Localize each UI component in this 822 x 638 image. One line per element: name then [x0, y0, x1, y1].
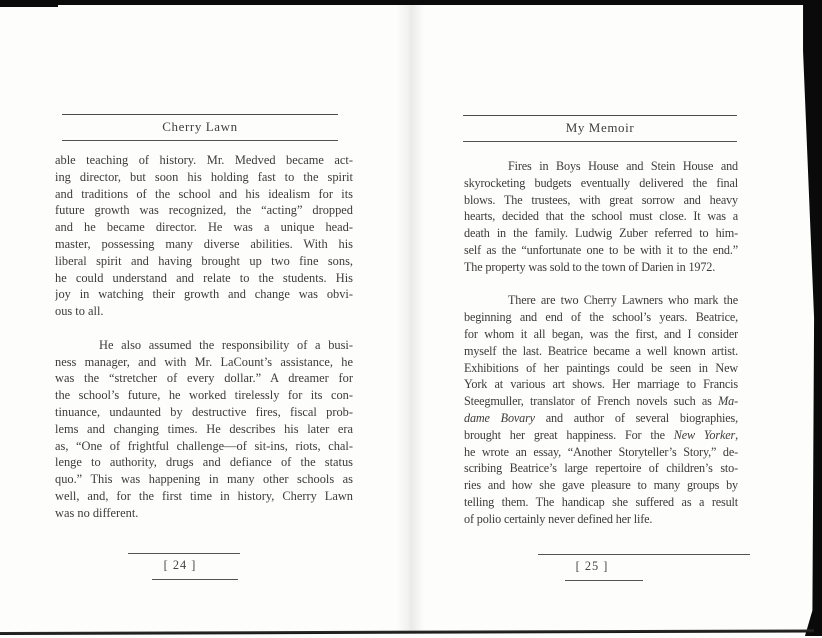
text-line: was no different.	[55, 505, 139, 520]
text-line: ous to all.	[55, 304, 104, 319]
text-line: He also assumed the responsibility of a busi-	[99, 337, 353, 352]
text-line: liberal spirit and having brought up two fine sons,	[55, 253, 353, 268]
text-line: ing director, but soon his holding fast to the spirit	[55, 169, 353, 184]
text-line: and traditions of the school and his idealism for its	[55, 186, 353, 201]
text-line: able teaching of history. Mr. Medved became act-	[55, 153, 353, 167]
scan-border-top-left	[0, 0, 58, 7]
page-body	[464, 158, 738, 528]
text-line: York at various art shows. Her marriage to Francis	[464, 377, 738, 392]
left-page-header	[62, 114, 338, 141]
text-line: brought her great happiness. For the New Yorker,	[464, 427, 738, 442]
right-folio-rule-bottom	[565, 580, 643, 581]
scan-border-right	[798, 0, 822, 636]
scan-border-top	[0, 0, 822, 5]
text-line: Fires in Boys House and Stein House and	[508, 159, 738, 173]
text-line: future growth was recognized, the “acting” dropped	[55, 203, 353, 218]
text-line: for whom it all began, was the first, and I consider	[464, 326, 738, 341]
text-line: of polio certainly never defined her life.	[464, 511, 653, 526]
text-line: hearts, decided that the school must close. It was a	[464, 209, 738, 224]
text-line: telling them. The handicap she suffered as a result	[464, 494, 738, 509]
left-folio-rule-bottom	[152, 579, 238, 580]
book-gutter-shadow	[396, 5, 424, 632]
right-folio-rule-top	[538, 554, 750, 555]
text-line: ries and how she gave pleasure to many groups by	[464, 478, 738, 493]
text-line: and he became director. He was a unique head-	[55, 220, 353, 235]
text-line: he wrote an essay, “Another Storyteller’s Story,” de-	[464, 444, 738, 459]
text-line: dame Bovary and author of several biographies,	[464, 410, 738, 425]
page-body	[55, 152, 353, 522]
text-line: well, and, for the first time in history, Cherry Lawn	[55, 488, 353, 503]
text-line: There are two Cherry Lawners who mark the	[508, 293, 738, 308]
text-line: scribing Beatrice’s large repertoire of children’s sto-	[464, 461, 738, 476]
right-running-title: My Memoir	[565, 120, 635, 135]
text-line: he could understand and relate to the students. His	[55, 270, 353, 285]
right-page-header	[463, 115, 737, 142]
left-page-number: [ 24 ]	[163, 558, 197, 572]
text-line: beginning and end of the school’s years. Beatrice,	[464, 310, 738, 325]
text-line: lenge to authority, drugs and defiance of the status	[55, 455, 353, 470]
text-line: joy in watching their growth and change was obvi-	[55, 287, 353, 302]
text-line: master, possessing many diverse abilities. With his	[55, 236, 353, 251]
text-line: skyrocketing budgets eventually delivered the final	[464, 175, 738, 190]
text-line: ness manager, and with Mr. LaCount’s assistance, he	[55, 354, 353, 369]
text-line: was the “stretcher of every dollar.” A dreamer for	[55, 371, 353, 386]
left-folio-rule-top	[128, 553, 240, 554]
left-running-title: Cherry Lawn	[162, 119, 238, 134]
right-page-number: [ 25 ]	[575, 559, 609, 573]
text-line: Steegmuller, translator of French novels such as Ma-	[464, 394, 738, 409]
text-line: lems and changing times. He describes his later era	[55, 421, 353, 436]
text-line: The property was sold to the town of Darien in 1972.	[464, 259, 716, 274]
text-line: blows. The trustees, with great sorrow and heavy	[464, 192, 738, 207]
text-line: myself the last. Beatrice became a well known artist.	[464, 343, 738, 358]
text-line: the school’s future, he worked tirelessly for its con-	[55, 388, 353, 403]
text-line: quo.” This was happening in many other schools as	[55, 472, 353, 487]
text-line: as, “One of frightful challenge—of sit-ins, riots, chal-	[55, 438, 353, 453]
text-line: death in the family. Ludwig Zuber referred to him-	[464, 226, 738, 241]
text-line: Exhibitions of her paintings could be seen in New	[464, 360, 738, 375]
text-line: self as the “unfortunate one to be with it to the end.”	[464, 242, 738, 257]
text-line: tinuance, undaunted by destructive fires, fiscal prob-	[55, 404, 353, 419]
scan-border-bottom	[0, 629, 814, 635]
